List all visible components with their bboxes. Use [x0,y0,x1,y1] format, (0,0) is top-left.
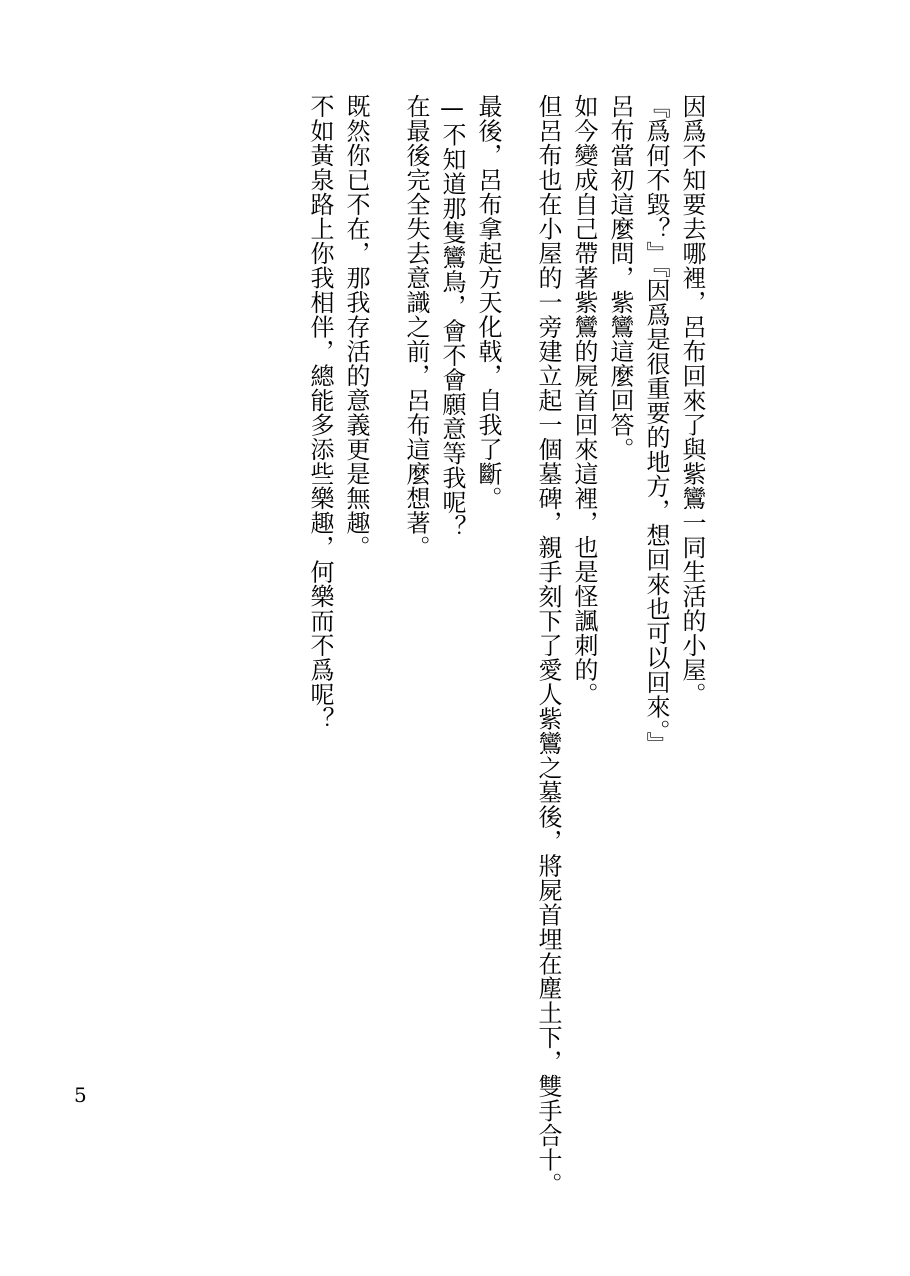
vertical-text-body [302,94,710,1197]
text-column: 如今變成自己帶著紫鸞的屍首回來這裡，也是怪諷刺的。 [570,94,598,707]
text-column: 在最後完全失去意識之前，呂布這麼想著。 [402,94,430,560]
text-column: 既然你已不在，那我存活的意義更是無趣。 [342,94,370,560]
text-column: 呂布當初這麼問，紫鸞這麼回答。 [606,94,634,462]
paragraph-gap [506,94,530,1154]
text-column: 但呂布也在小屋的一旁建立起一個墓碑，親手刻下了愛人紫鸞之墓後，將屍首埋在塵土下，雙手合十。 [534,94,562,1197]
text-column: 不如黃泉路上你我相伴，總能多添些樂趣，何樂而不爲呢？ [306,94,334,731]
text-column: 因爲不知要去哪裡，呂布回來了與紫鸞一同生活的小屋。 [678,94,706,707]
paragraph-gap [374,94,398,1154]
page-number: 5 [74,1083,87,1107]
text-column: 『爲何不毀？』『因爲是很重要的地方，想回來也可以回來。』 [642,94,670,756]
text-column: 最後，呂布拿起方天化戟，自我了斷。 [474,94,502,511]
text-column: —不知道那隻鸞鳥，會不會願意等我呢？ [438,94,466,539]
